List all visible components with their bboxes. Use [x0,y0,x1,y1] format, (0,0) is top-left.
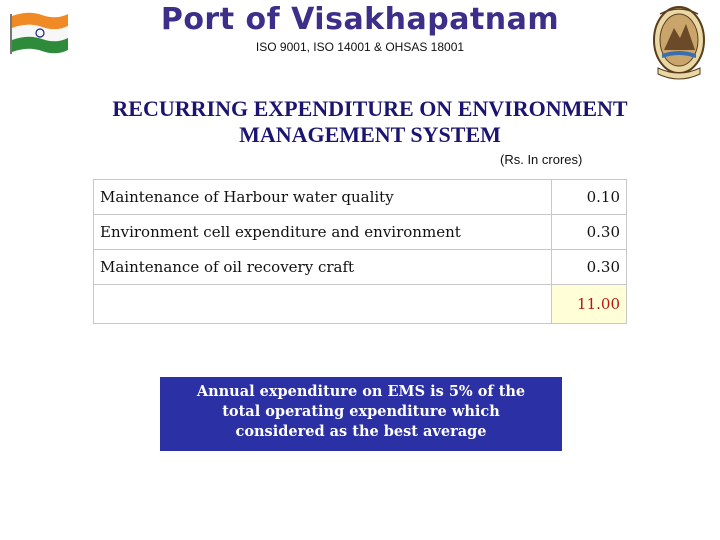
table-row [94,250,627,285]
total-row [94,285,627,324]
note-line-3: considered as the best average [235,423,487,440]
ems-note-box [160,377,562,451]
row-value: 0.30 [552,215,627,250]
note-line-1: Annual expenditure on EMS is 5% of the [196,383,526,400]
unit-note: (Rs. In crores) [500,152,583,167]
row-value: 0.10 [552,180,627,215]
row-label: Environment cell expenditure and environment [94,215,552,250]
heading-line-2: MANAGEMENT SYSTEM [239,122,501,147]
table-row [94,180,627,215]
heading-line-1: RECURRING EXPENDITURE ON ENVIRONMENT [112,96,628,121]
expenditure-table [93,179,627,324]
total-value: 11.00 [552,285,627,324]
row-value: 0.30 [552,250,627,285]
table-row [94,215,627,250]
note-line-2: total operating expenditure which [222,403,500,420]
certification-line: ISO 9001, ISO 14001 & OHSAS 18001 [255,40,465,54]
row-label: Maintenance of oil recovery craft [94,250,552,285]
row-label: Maintenance of Harbour water quality [94,180,552,215]
total-label [94,285,552,324]
port-title: Port of Visakhapatnam [160,2,560,37]
page-heading [40,96,700,148]
